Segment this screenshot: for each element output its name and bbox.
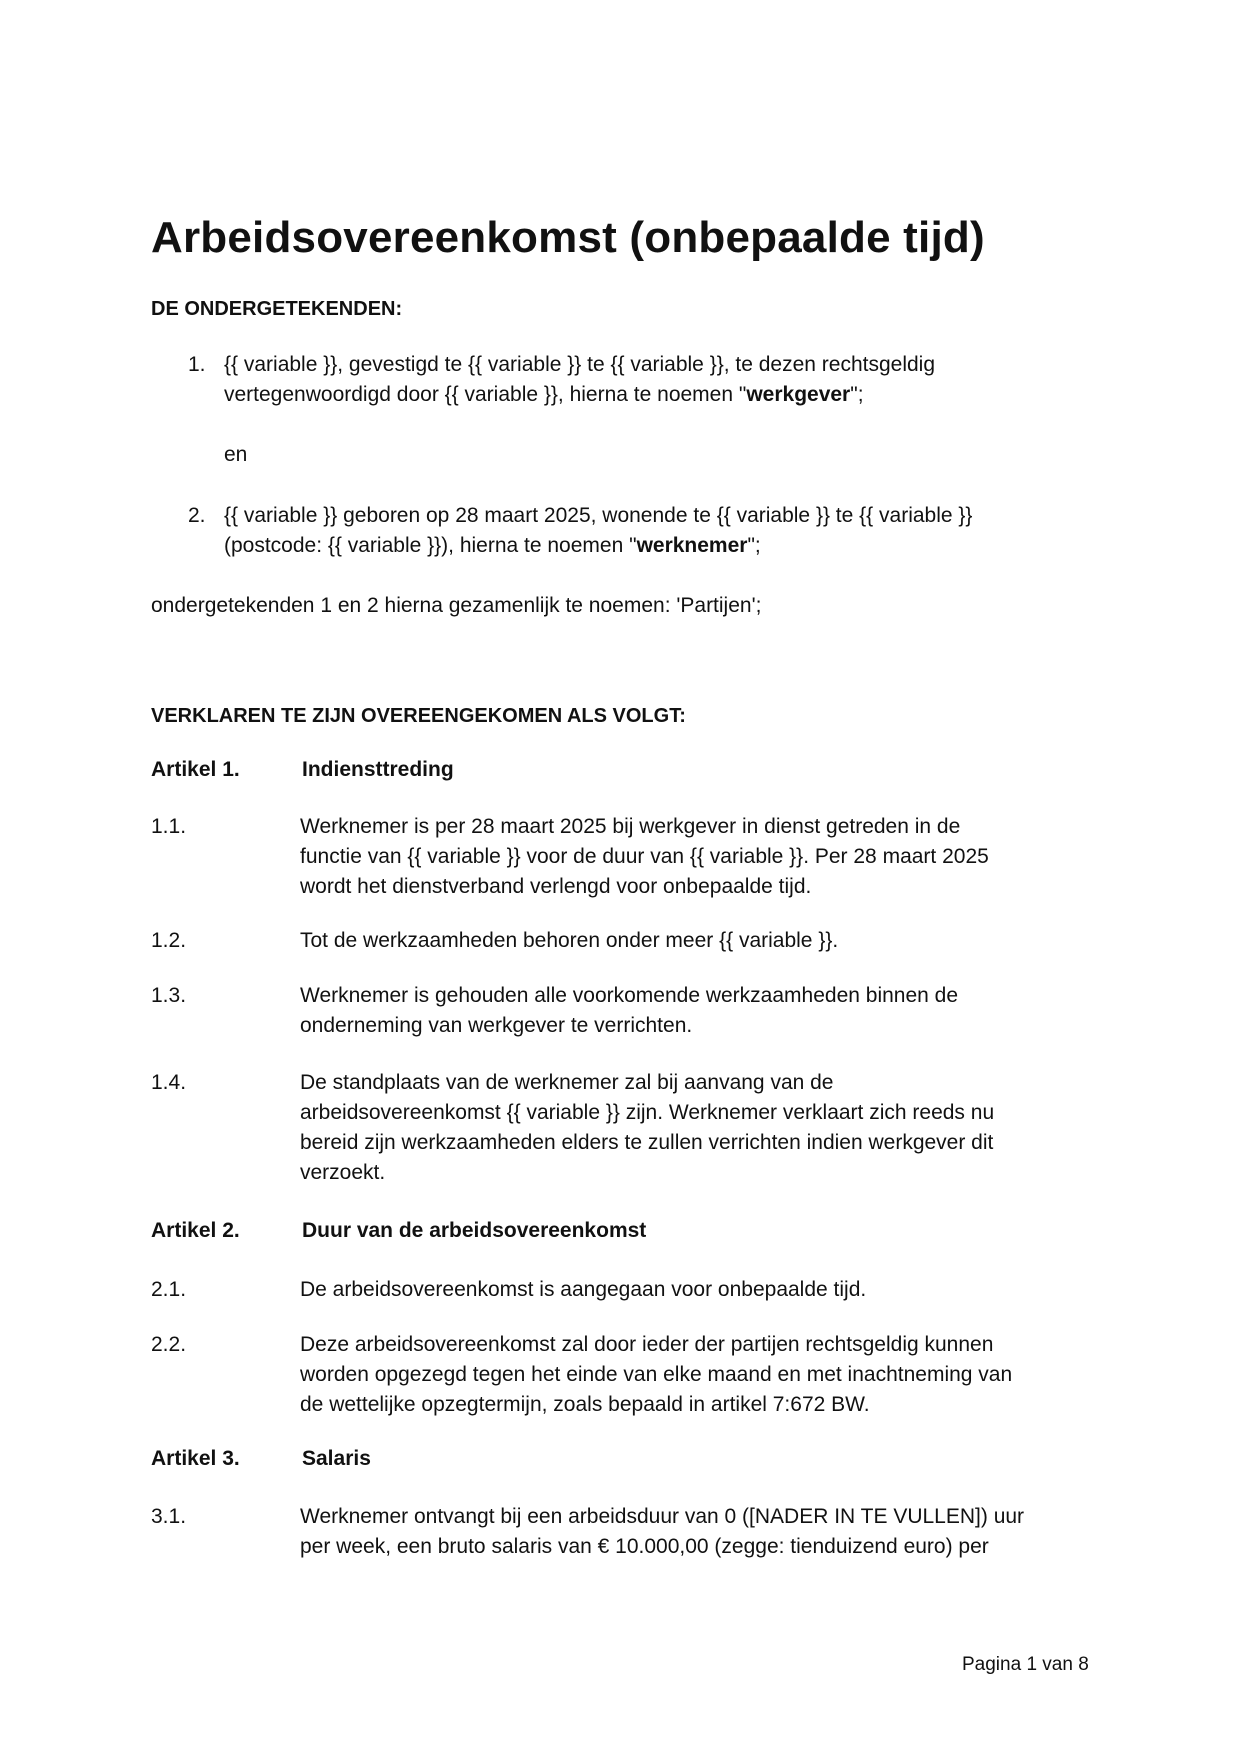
clause-1-4-number: 1.4. [151,1071,187,1094]
party-1-line-1: {{ variable }}, gevestigd te {{ variable }} te {{ variable }}, te dezen rechtsgeldig [224,353,936,376]
party-1-text [224,350,935,410]
parties-together: ondergetekenden 1 en 2 hierna gezamenlijk te noemen: 'Partijen'; [151,594,762,617]
party-1-role: werkgever [746,383,851,406]
connector-en: en [224,443,248,466]
page-number: Pagina 1 van 8 [962,1654,1089,1675]
clause-1-2-number: 1.2. [151,929,187,952]
party-2-line-1: {{ variable }} geboren op 28 maart 2025, wonende te {{ variable }} te {{ variable }} [224,504,973,527]
clause-1-4-text: De standplaats van de werknemer zal bij aanvang van de arbeidsovereenkomst {{ variable }} zijn. Werknemer verklaart zich reeds nu bereid zijn werkzaamheden elders te zullen verrichten indien werkgever dit verzoekt. [300,1071,995,1184]
article-1-title: Indiensttreding [302,758,454,781]
party-1-number: 1. [188,353,206,376]
clause-2-2-number: 2.2. [151,1333,187,1356]
party-1-line-2: vertegenwoordigd door {{ variable }}, hierna te noemen "werkgever"; [224,383,864,406]
clause-3-1-text: Werknemer ontvangt bij een arbeidsduur van 0 ([NADER IN TE VULLEN]) uur per week, een bruto salaris van € 10.000,00 (zegge: tienduizend euro) per [300,1505,1025,1558]
document-title: Arbeidsovereenkomst (onbepaalde tijd) [151,213,985,262]
clause-2-1-text: De arbeidsovereenkomst is aangegaan voor onbepaalde tijd. [300,1278,867,1301]
clause-2-1-number: 2.1. [151,1278,187,1301]
agreed-heading: VERKLAREN TE ZIJN OVEREENGEKOMEN ALS VOLGT: [151,705,686,727]
article-3-label: Artikel 3. [151,1447,240,1470]
article-1-label: Artikel 1. [151,758,240,781]
clause-2-2-text: Deze arbeidsovereenkomst zal door ieder der partijen rechtsgeldig kunnen worden opgezegd tegen het einde van elke maand en met inachtneming van de wettelijke opzegtermijn, zoals bepaald in artikel 7:672 BW. [300,1333,1013,1416]
party-2-number: 2. [188,504,206,527]
clause-1-1-text: Werknemer is per 28 maart 2025 bij werkgever in dienst getreden in de functie van {{ variable }} voor de duur van {{ variable }}. Per 28 maart 2025 wordt het dienstverband verlengd voor onbepaalde tijd. [300,815,989,898]
party-2-text [224,501,972,561]
article-3-title: Salaris [302,1447,371,1470]
article-2-title: Duur van de arbeidsovereenkomst [302,1219,647,1242]
clause-1-1-number: 1.1. [151,815,187,838]
article-2-label: Artikel 2. [151,1219,240,1242]
clause-3-1-number: 3.1. [151,1505,187,1528]
clause-1-2-text: Tot de werkzaamheden behoren onder meer {{ variable }}. [300,929,839,952]
party-2-line-2: (postcode: {{ variable }}), hierna te noemen "werknemer"; [224,534,761,557]
party-2-role: werknemer [636,534,748,557]
clause-1-3-number: 1.3. [151,984,187,1007]
clause-1-3-text: Werknemer is gehouden alle voorkomende werkzaamheden binnen de onderneming van werkgever te verrichten. [300,984,959,1037]
parties-heading: DE ONDERGETEKENDEN: [151,298,403,320]
